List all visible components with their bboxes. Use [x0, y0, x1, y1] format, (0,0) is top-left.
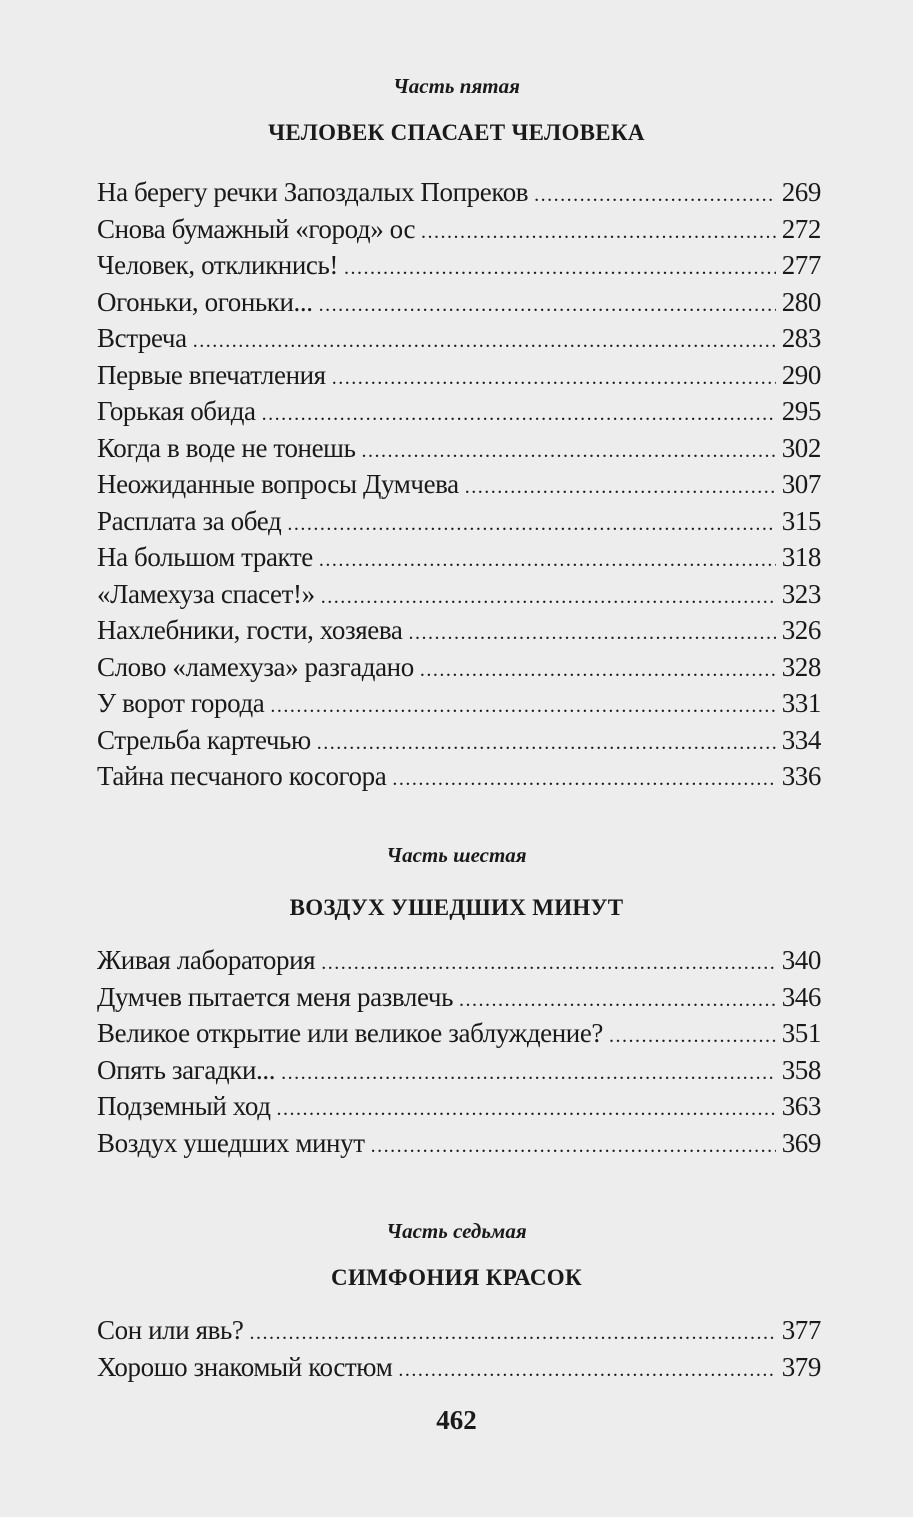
entry-page: 377	[781, 1315, 821, 1345]
toc-entry	[97, 211, 821, 248]
dot-leader	[193, 323, 776, 357]
toc-entry	[97, 320, 821, 357]
entry-page: 302	[781, 432, 821, 463]
toc-entry	[97, 942, 821, 979]
dot-leader	[317, 725, 776, 759]
toc-entry	[97, 685, 821, 722]
entry-page: 269	[781, 177, 821, 207]
entry-page: 379	[781, 1351, 821, 1382]
toc-entry	[97, 284, 821, 321]
entry-title: Встреча	[97, 323, 187, 353]
dot-leader	[392, 761, 775, 795]
entry-title: Хорошо знакомый костюм	[97, 1351, 393, 1382]
entry-page: 336	[781, 761, 821, 791]
entry-page: 315	[781, 505, 821, 536]
dot-leader	[321, 945, 776, 979]
dot-leader	[250, 1315, 776, 1349]
toc-entry	[97, 612, 821, 649]
entry-title: Сон или явь?	[97, 1315, 244, 1345]
dot-leader	[371, 1128, 776, 1162]
entry-title: Нахлебники, гости, хозяева	[97, 615, 403, 645]
entry-title: У ворот города	[97, 688, 265, 718]
entry-page: 340	[781, 945, 821, 975]
toc-entry	[97, 393, 821, 430]
toc-entry	[97, 539, 821, 576]
toc-entry	[97, 466, 821, 503]
section-title: ЧЕЛОВЕК СПАСАЕТ ЧЕЛОВЕКА	[268, 120, 645, 145]
entry-page: 331	[781, 688, 821, 718]
dot-leader	[277, 1091, 776, 1125]
dot-leader	[287, 506, 775, 540]
toc-entry	[97, 430, 821, 467]
entry-page: 295	[781, 396, 821, 426]
entry-page: 272	[781, 213, 821, 244]
dot-leader	[319, 287, 776, 321]
toc-entry	[97, 1125, 821, 1162]
entry-page: 280	[781, 286, 821, 317]
entry-page: 283	[781, 323, 821, 353]
entry-title: На большом тракте	[97, 542, 313, 572]
entry-page: 369	[781, 1127, 821, 1158]
entry-page: 277	[781, 250, 821, 280]
toc-entry	[97, 503, 821, 540]
entry-page: 326	[781, 615, 821, 645]
entry-title: На берегу речки Запоздалых Попреков	[97, 177, 529, 207]
toc-entry	[97, 649, 821, 686]
toc-entry	[97, 576, 821, 613]
entry-title: Когда в воде не тонешь	[97, 432, 356, 463]
dot-leader	[408, 615, 775, 649]
dot-leader	[262, 396, 776, 430]
entry-page: 323	[781, 578, 821, 609]
entry-title: Воздух ушедших минут	[97, 1127, 365, 1158]
entry-title: Великое открытие или великое заблуждение?	[97, 1018, 604, 1048]
entry-page: 358	[781, 1054, 821, 1085]
section-title: СИМФОНИЯ КРАСОК	[331, 1265, 582, 1290]
dot-leader	[459, 982, 776, 1016]
toc-entry	[97, 1312, 821, 1349]
toc-entry	[97, 357, 821, 394]
toc-entry	[97, 979, 821, 1016]
dot-leader	[609, 1018, 776, 1052]
toc-entry	[97, 722, 821, 759]
entry-page: 318	[781, 542, 821, 572]
toc-entry	[97, 1015, 821, 1052]
part-heading: Часть седьмая	[386, 1219, 527, 1243]
toc-list	[97, 174, 821, 795]
entry-title: Тайна песчаного косогора	[97, 761, 387, 791]
dot-leader	[398, 1352, 775, 1386]
entry-title: Первые впечатления	[97, 359, 326, 390]
dot-leader	[420, 652, 776, 686]
toc-entry	[97, 1052, 821, 1089]
entry-title: Неожиданные вопросы Думчева	[97, 469, 459, 499]
entry-title: Огоньки, огоньки...	[97, 286, 313, 317]
dot-leader	[421, 214, 776, 248]
dot-leader	[332, 360, 776, 394]
dot-leader	[465, 469, 776, 503]
toc-entry	[97, 247, 821, 284]
entry-title: Человек, откликнись!	[97, 250, 338, 280]
toc-entry	[97, 174, 821, 211]
entry-page: 351	[781, 1018, 821, 1048]
entry-title: Стрельба картечью	[97, 724, 311, 755]
toc-entry	[97, 1088, 821, 1125]
entry-title: Живая лаборатория	[97, 945, 316, 975]
entry-title: Подземный ход	[97, 1091, 271, 1121]
page-number: 462	[436, 1405, 477, 1435]
dot-leader	[361, 433, 775, 467]
entry-title: Расплата за обед	[97, 505, 282, 536]
toc-entry	[97, 1349, 821, 1386]
section-title: ВОЗДУХ УШЕДШИХ МИНУТ	[289, 895, 624, 920]
part-heading: Часть пятая	[393, 74, 520, 98]
dot-leader	[344, 250, 776, 284]
dot-leader	[319, 542, 776, 576]
toc-entry	[97, 758, 821, 795]
toc-list	[97, 1312, 821, 1385]
entry-title: Снова бумажный «город» ос	[97, 213, 416, 244]
entry-page: 328	[781, 651, 821, 682]
entry-page: 346	[781, 981, 821, 1012]
dot-leader	[281, 1055, 776, 1089]
entry-title: Горькая обида	[97, 396, 256, 426]
dot-leader	[321, 579, 776, 613]
dot-leader	[534, 177, 776, 211]
entry-title: Опять загадки...	[97, 1054, 276, 1085]
entry-page: 363	[781, 1091, 821, 1121]
entry-page: 334	[781, 724, 821, 755]
part-heading: Часть шестая	[386, 843, 527, 867]
toc-list	[97, 942, 821, 1161]
entry-title: Слово «ламехуза» разгадано	[97, 651, 414, 682]
entry-page: 307	[781, 469, 821, 499]
entry-title: «Ламехуза спасет!»	[97, 578, 315, 609]
dot-leader	[270, 688, 775, 722]
entry-page: 290	[781, 359, 821, 390]
entry-title: Думчев пытается меня развлечь	[97, 981, 453, 1012]
